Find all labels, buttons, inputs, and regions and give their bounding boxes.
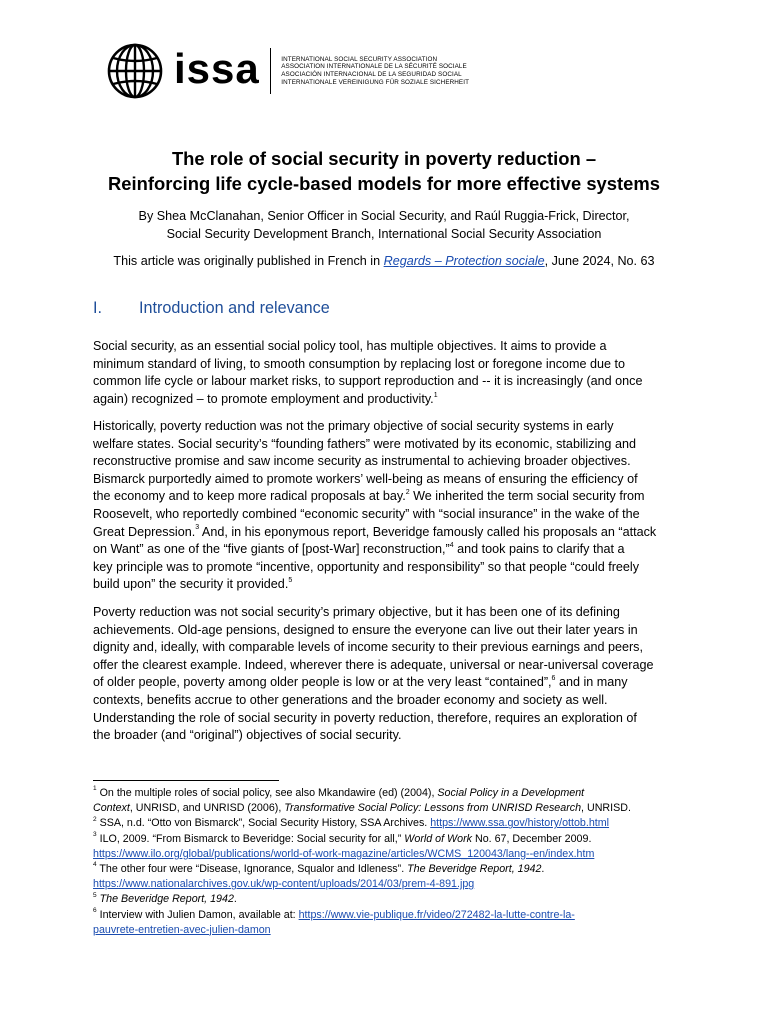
footnotes xyxy=(93,786,683,938)
paragraph-line: the broader (and “original”) objectives of social security. xyxy=(93,728,402,743)
paragraph-line: build upon” the security it provided.$^5$ xyxy=(93,577,293,592)
national-archives-link[interactable]: https://www.nationalarchives.gov.uk/wp-content/uploads/2014/03/prem-4-891.jpg xyxy=(93,878,475,891)
publication-suffix: , June 2024, No. 63 xyxy=(544,254,655,268)
paragraph-line: the economy and to keep more radical proposals at bay.$^2$ We inherited the term social security from xyxy=(93,489,645,504)
paragraph-2 xyxy=(93,418,677,594)
footnote-1-cont: Context, UNRISD, and UNRISD (2006), Transformative Social Policy: Lessons from UNRISD Research, UNRISD. xyxy=(93,802,631,815)
section-title: Introduction and relevance xyxy=(139,299,330,317)
footnote-divider xyxy=(93,780,279,781)
footnote-3: $^3$ ILO, 2009. “From Bismarck to Beveridge: Social security for all,” World of Work No. 67, December 2009. xyxy=(93,831,592,845)
footnote-2: $^2$ SSA, n.d. “Otto von Bismarck”, Social Security History, SSA Archives. https://www.ssa.gov/history/ottob.html xyxy=(93,815,610,830)
publication-prefix: This article was originally published in French in xyxy=(113,254,384,268)
paragraph-line: Poverty reduction was not social security’s primary objective, but it has been one of its defining xyxy=(93,605,620,619)
footnote-ref-1[interactable]: 1 xyxy=(433,391,438,399)
publication-note xyxy=(0,252,768,270)
byline-line-2: Social Security Development Branch, International Social Security Association xyxy=(166,227,602,241)
paragraph-line: welfare states. Social security’s “founding fathers” were motivated by its economic, stabilizing and xyxy=(93,436,636,451)
footnote-ref-5[interactable]: 5 xyxy=(288,577,293,585)
footnote-4: $^4$ The other four were “Disease, Ignorance, Squalor and Idleness”. The Beveridge Report, 1942. xyxy=(93,861,545,876)
paragraph-line: achievements. Old-age pensions, designed to ensure the everyone can live out their later years in xyxy=(93,622,638,637)
paragraph-line: key principle was to promote “incentive, opportunity and responsibility” so that people “could freely xyxy=(93,559,640,574)
paragraph-line: again) recognized – to promote employment and productivity.$^1$ xyxy=(93,391,438,406)
paragraph-line: Understanding the role of social security in poverty reduction, therefore, requires an exploration of xyxy=(93,710,637,725)
logo-divider xyxy=(270,48,272,94)
paragraph-line: contexts, benefits accrue to other generations and the broader economy and society as well. xyxy=(93,692,608,707)
regards-link[interactable]: Regards – Protection sociale xyxy=(383,254,545,268)
paragraph-line: offer the clearest example. Indeed, wherever there is adequate, universal or near-universal coverage xyxy=(93,657,654,672)
footnote-4-cont xyxy=(93,877,683,892)
title-line-2: Reinforcing life cycle-based models for more effective systems xyxy=(108,173,660,194)
footnote-ref-2[interactable]: 2 xyxy=(405,489,410,497)
org-name-de: INTERNATIONALE VEREINIGUNG FÜR SOZIALE SICHERHEIT xyxy=(281,78,470,86)
org-name-en: INTERNATIONAL SOCIAL SECURITY ASSOCIATION xyxy=(281,55,438,63)
paragraph-line: Social security, as an essential social policy tool, has multiple objectives. It aims to provide a xyxy=(93,339,607,353)
title-line-1: The role of social security in poverty reduction – xyxy=(171,148,597,169)
footnote-1: $^1$ On the multiple roles of social policy, see also Mkandawire (ed) (2004), Social Policy in a Development xyxy=(93,785,585,799)
footnote-5: $^5$ The Beveridge Report, 1942. xyxy=(93,891,237,906)
paragraph-1 xyxy=(93,338,677,408)
ilo-link[interactable]: https://www.ilo.org/global/publications/world-of-work-magazine/articles/WCMS_120043/lang--en/index.htm xyxy=(93,847,595,860)
byline-line-1: By Shea McClanahan, Senior Officer in Social Security, and Raúl Ruggia-Frick, Director, xyxy=(138,209,630,223)
issa-logo xyxy=(106,42,469,100)
byline xyxy=(0,207,768,243)
footnote-ref-6[interactable]: 6 xyxy=(551,675,556,683)
paragraph-line: on Want” as one of the “five giants of [post-War] reconstruction,”$^4$ and took pains to clarify that a xyxy=(93,541,625,557)
footnote-3-cont xyxy=(93,847,683,862)
paragraph-line: Historically, poverty reduction was not the primary objective of social security systems in early xyxy=(93,419,614,433)
footnote-6-cont xyxy=(93,923,683,938)
ssa-history-link[interactable]: https://www.ssa.gov/history/ottob.html xyxy=(430,817,610,830)
section-heading xyxy=(93,298,330,318)
paragraph-line: reconstructive promise and saw income security as instrumental to achieving broader objectives. xyxy=(93,454,631,469)
globe-icon xyxy=(106,42,164,100)
org-names xyxy=(281,56,469,86)
brand-name: issa xyxy=(174,45,260,92)
paragraph-line: of older people, poverty among older people is low or at the very least “contained”,$^6$ and in many xyxy=(93,675,628,690)
paragraph-line: Roosevelt, who reportedly combined “economic security” with “social insurance” in the wake of the xyxy=(93,506,640,521)
vie-publique-link[interactable]: https://www.vie-publique.fr/video/272482-la-lutte-contre-la- xyxy=(298,908,575,921)
paragraph-line: dignity and, ideally, with comparable levels of income security to their previous earnings and peers, xyxy=(93,640,643,655)
paragraph-line: Great Depression.$^3$ And, in his eponymous report, Beveridge famously called his proposals an “attack xyxy=(93,524,657,539)
document-title xyxy=(0,146,768,196)
org-name-es: ASOCIACIÓN INTERNACIONAL DE LA SEGURIDAD SOCIAL xyxy=(281,71,462,78)
paragraph-line: minimum standard of living, to smooth consumption by replacing lost or foregone income due to xyxy=(93,356,626,371)
footnote-6: $^6$ Interview with Julien Damon, available at: https://www.vie-publique.fr/video/272482-la-lutte-contre-la- xyxy=(93,907,575,921)
section-number: I. xyxy=(93,299,102,317)
org-name-fr: ASSOCIATION INTERNATIONALE DE LA SÉCURITÉ SOCIALE xyxy=(281,63,467,71)
paragraph-line: Bismarck purportedly aimed to promote workers’ well-being as means of ensuring the efficiency of xyxy=(93,471,638,486)
paragraph-3 xyxy=(93,604,677,745)
footnote-ref-3[interactable]: 3 xyxy=(195,524,200,532)
paragraph-line: common life cycle or labour market risks, to support reproduction and -- it is increasingly (and once xyxy=(93,374,643,389)
vie-publique-link-cont[interactable]: pauvrete-entretien-avec-julien-damon xyxy=(93,923,271,936)
footnote-ref-4[interactable]: 4 xyxy=(449,541,454,549)
